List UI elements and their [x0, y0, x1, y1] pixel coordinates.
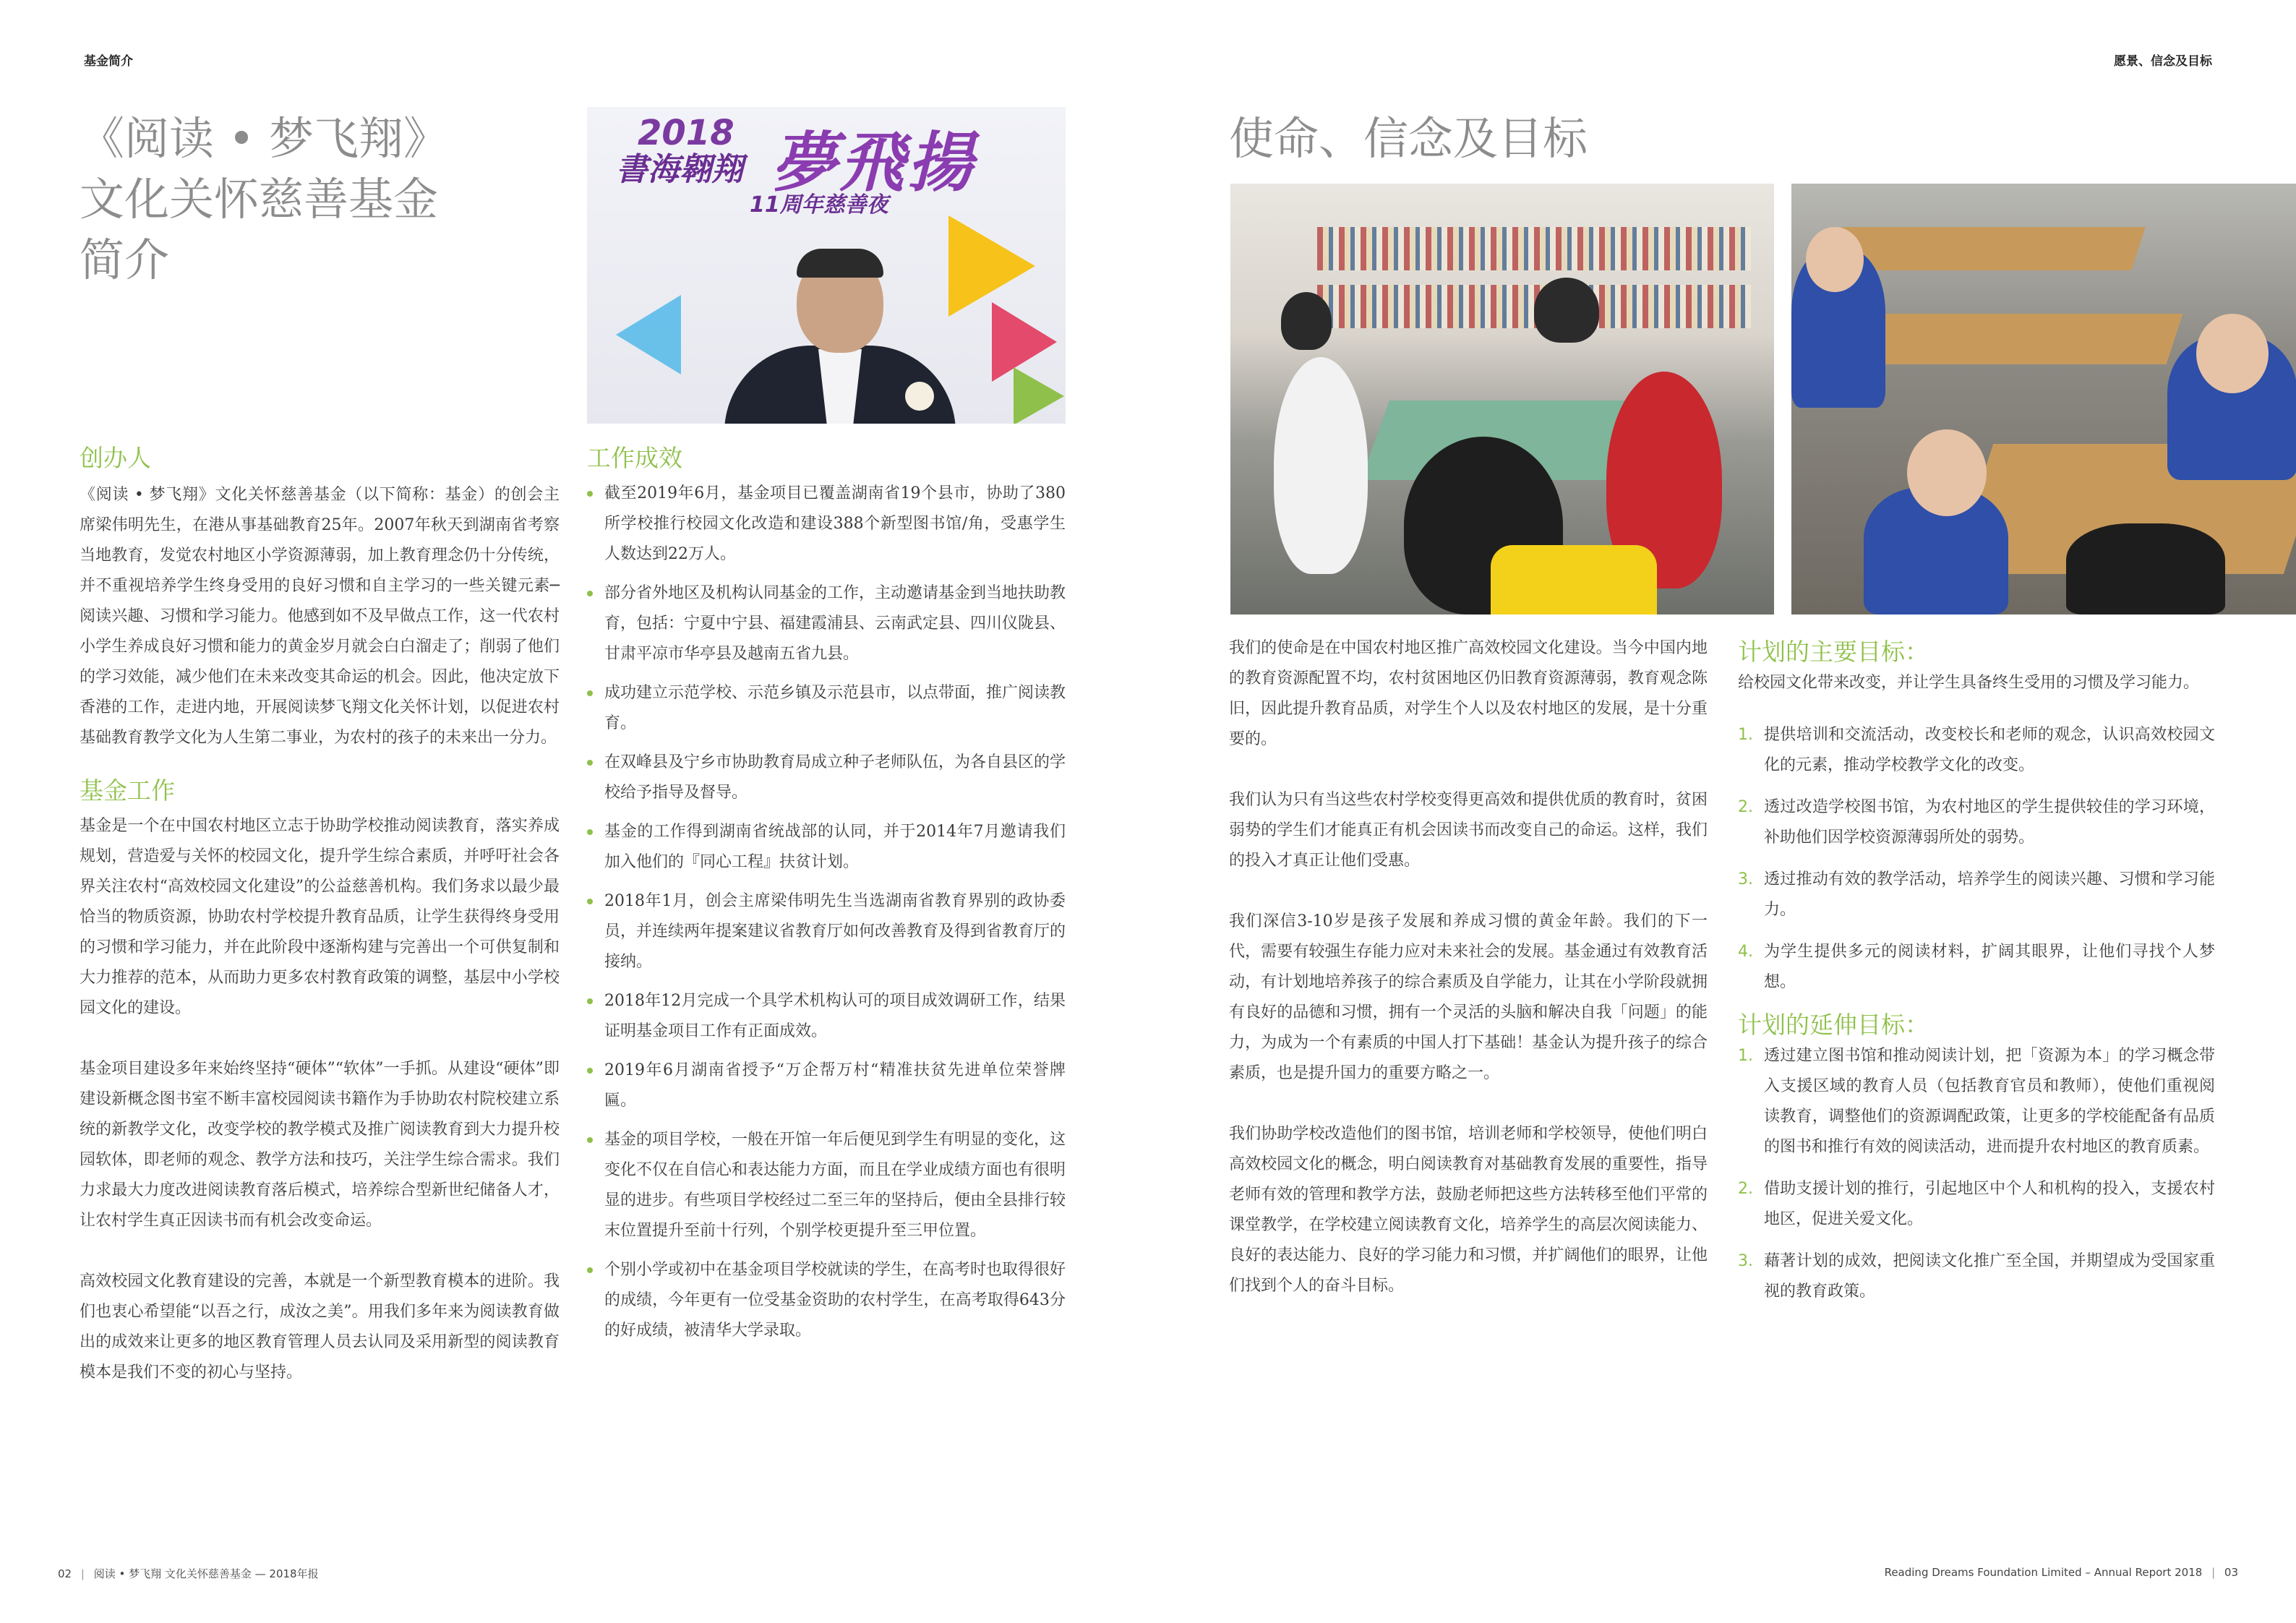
- decor-triangle: [948, 215, 1035, 317]
- banner-big-text: 夢飛揚: [771, 125, 975, 201]
- bullet-icon: [587, 591, 593, 596]
- footer-divider: |: [80, 1567, 85, 1580]
- banner-year: 2018: [638, 113, 734, 153]
- banner-sub-text: 11周年慈善夜: [750, 192, 888, 218]
- bullet-icon: [587, 899, 593, 904]
- work-text: [80, 811, 560, 1388]
- page-number-left: 02: [58, 1567, 72, 1580]
- list-item: 4. 为学生提供多元的阅读材料，扩阔其眼界，让他们寻找个人梦想。: [1738, 943, 2215, 991]
- list-item: 基金的工作得到湖南省统战部的认同，并于2014年7月邀请我们加入他们的『同心工程』扶贫计划。: [587, 817, 1066, 878]
- achievements-column: [587, 442, 1066, 1355]
- mission-column: [1229, 633, 1708, 1301]
- bullet-icon: [587, 760, 593, 766]
- bookshelf: [1317, 227, 1751, 270]
- student-face: [2196, 314, 2269, 393]
- founder-text: 《阅读 • 梦飞翔》文化关怀慈善基金（以下简称：基金）的创会主席梁伟明先生，在港从事基础教育25年。2007年秋天到湖南省考察当地教育，发觉农村地区小学资源薄弱，加上教育理念仍十分传统，并不重视培养学生终身受用的良好习惯和自主学习的一些关键元素─阅读兴趣、习惯和学习能力。他感到如不及早做点工作，这一代农村小学生养成良好习惯和能力的黄金岁月就会白白溜走了；削弱了他们的学习效能，减少他们在未来改变其命运的机会。因此，他决定放下香港的工作，走进内地，开展阅读梦飞翔文化关怀计划，以促进农村基础教育教学文化为人生第二事业，为农村的孩子的未来出一分力。: [80, 486, 560, 747]
- main-goals-list: [1738, 720, 2215, 998]
- mission-paragraph: 我们认为只有当这些农村学校变得更高效和提供优质的教育时，贫困弱势的学生们才能真正有机会因读书而改变自己的命运。这样，我们的投入才真正让他们受惠。: [1229, 791, 1708, 870]
- decor-triangle: [1014, 367, 1064, 424]
- bullet-icon: [587, 998, 593, 1004]
- list-item: 截至2019年6月，基金项目已覆盖湖南省19个县市，协助了380所学校推行校园文化改造和建设388个新型图书馆/角，受惠学生人数达到22万人。: [587, 479, 1066, 570]
- student-face: [1806, 227, 1864, 292]
- work-paragraph: 基金是一个在中国农村地区立志于协助学校推动阅读教育，落实养成规划，营造爱与关怀的校园文化，提升学生综合素质，并呼吁社会各界关注农村“高效校园文化建设”的公益慈善机构。我们务求以最少最恰当的物质资源，协助农村学校提升教育品质，让学生获得终身受用的习惯和学习能力，并在此阶段中逐渐构建与完善出一个可供复制和大力推荐的范本，从而助力更多农村教育政策的调整，基层中小学校园文化的建设。: [80, 817, 560, 1017]
- corsage-icon: [905, 382, 934, 411]
- extended-goals-list: [1738, 1041, 2215, 1307]
- main-goals-heading: 计划的主要目标：: [1738, 638, 1929, 666]
- list-item: 在双峰县及宁乡市协助教育局成立种子老师队伍，为各自县区的学校给予指导及督导。: [587, 748, 1066, 808]
- person-hair: [797, 249, 883, 278]
- footer-left-text: 阅读 • 梦飞翔 文化关怀慈善基金 — 2018年报: [93, 1567, 319, 1580]
- title-line-2: 文化关怀慈善基金: [80, 173, 439, 226]
- achievements-list: [587, 479, 1066, 1346]
- list-item: 3. 藉著计划的成效，把阅读文化推广至全国，并期望成为受国家重视的教育政策。: [1738, 1252, 2215, 1301]
- bullet-icon: [587, 1267, 593, 1273]
- chair: [1491, 545, 1657, 614]
- page-number-right: 03: [2224, 1566, 2238, 1579]
- goals-column: [1738, 636, 2215, 1319]
- left-column: [80, 442, 560, 1388]
- bullet-icon: [587, 491, 593, 497]
- running-head-right: 愿景、信念及目标: [2114, 54, 2212, 69]
- decor-triangle: [616, 295, 681, 374]
- bullet-icon: [587, 1068, 593, 1074]
- classroom-photo: [1791, 184, 2296, 614]
- mission-paragraph: 我们协助学校改造他们的图书馆，培训老师和学校领导，使他们明白高效校园文化的概念，明白阅读教育对基础教育发展的重要性，指导老师有效的管理和教学方法，鼓励老师把这些方法转移至他们平常的课堂教学，在学校建立阅读教育文化，培养学生的高层次阅读能力、良好的表达能力、良好的学习能力和习惯，并扩阔他们的眼界，让他们找到个人的奋斗目标。: [1229, 1125, 1708, 1295]
- list-item: 成功建立示范学校、示范乡镇及示范县市，以点带面，推广阅读教育。: [587, 678, 1066, 739]
- running-head-left: 基金简介: [84, 54, 133, 69]
- student-face: [1907, 429, 1987, 516]
- bullet-icon: [587, 690, 593, 696]
- bullet-icon: [587, 1137, 593, 1143]
- list-item: 2. 借助支援计划的推行，引起地区中个人和机构的投入，支援农村地区，促进关爱文化。: [1738, 1180, 2215, 1228]
- left-page-title: [80, 108, 542, 291]
- work-heading: 基金工作: [80, 776, 175, 805]
- list-item: 2018年1月，创会主席梁伟明先生当选湖南省教育界别的政协委员，并连续两年提案建议省教育厅如何改善教育及得到省教育厅的接纳。: [587, 886, 1066, 977]
- student: [1281, 292, 1332, 350]
- title-line-1: 《阅读 • 梦飞翔》: [80, 112, 448, 165]
- bullet-icon: [587, 829, 593, 835]
- founder-photo: [587, 107, 1066, 424]
- achievements-heading: 工作成效: [587, 444, 682, 472]
- footer-left: [58, 1566, 319, 1581]
- extended-goals-heading: 计划的延伸目标：: [1738, 1011, 1929, 1039]
- list-item: 2019年6月湖南省授予“万企帮万村“精准扶贫先进单位荣誉牌匾。: [587, 1055, 1066, 1116]
- main-goals-intro: 给校园文化带来改变，并让学生具备终生受用的习惯及学习能力。: [1738, 674, 2200, 692]
- library-photo: [1230, 184, 1774, 614]
- list-item: 个别小学或初中在基金项目学校就读的学生，在高考时也取得很好的成绩，今年更有一位受基金资助的农村学生，在高考取得643分的好成绩，被清华大学录取。: [587, 1255, 1066, 1346]
- work-paragraph: 高效校园文化教育建设的完善，本就是一个新型教育模本的进阶。我们也衷心希望能“以吾之行，成汝之美”。用我们多年来为阅读教育做出的成效来让更多的地区教育管理人员去认同及采用新型的阅读教育模本是我们不变的初心与坚持。: [80, 1272, 560, 1382]
- list-item: 3. 透过推动有效的教学活动，培养学生的阅读兴趣、习惯和学习能力。: [1738, 870, 2215, 919]
- banner-main-text: 書海翱翔: [616, 151, 743, 188]
- founder-heading: 创办人: [80, 444, 151, 472]
- mission-paragraph: 我们深信3-10岁是孩子发展和养成习惯的黄金年龄。我们的下一代，需要有较强生存能力应对未来社会的发展。基金通过有效教育活动，有计划地培养孩子的综合素质及自学能力，让其在小学阶段就拥有良好的品德和习惯，拥有一个灵活的头脑和解决自我「问题」的能力，为成为一个有素质的中国人打下基础！基金认为提升孩子的综合素质，也是提升国力的重要方略之一。: [1229, 912, 1708, 1082]
- list-item: 基金的项目学校，一般在开馆一年后便见到学生有明显的变化，这变化不仅在自信心和表达能力方面，而且在学业成绩方面也有很明显的进步。有些项目学校经过二至三年的坚持后，便由全县排行较末位置提升至前十行列，个别学校更提升至三甲位置。: [587, 1125, 1066, 1246]
- work-paragraph: 基金项目建设多年来始终坚持“硬体”“软体”一手抓。从建设“硬体”即建设新概念图书室不断丰富校园阅读书籍作为手协助农村院校建立系统的新教学文化，改变学校的教学模式及推广阅读教育到大力提升校园软体，即老师的观念、教学方法和技巧，关注学生综合需求。我们力求最大力度改进阅读教育落后模式，培养综合型新世纪储备人才，让农村学生真正因读书而有机会改变命运。: [80, 1060, 560, 1230]
- footer-right: [1885, 1566, 2238, 1579]
- list-item: 1. 透过建立图书馆和推动阅读计划，把「资源为本」的学习概念带入支援区域的教育人员（包括教育官员和教师），使他们重视阅读教育，调整他们的资源调配政策，让更多的学校能配备有品质的图书和推行有效的阅读活动，进而提升农村地区的教育质素。: [1738, 1047, 2215, 1156]
- student: [1534, 278, 1599, 343]
- list-item: 部分省外地区及机构认同基金的工作，主动邀请基金到当地扶助教育，包括：宁夏中宁县、福建霞浦县、云南武定县、四川仪陇县、甘肃平凉市华亭县及越南五省九县。: [587, 578, 1066, 669]
- footer-divider: |: [2211, 1566, 2216, 1579]
- list-item: 2018年12月完成一个具学术机构认可的项目成效调研工作，结果证明基金项目工作有正面成效。: [587, 986, 1066, 1047]
- title-line-3: 简介: [80, 234, 170, 286]
- footer-right-text: Reading Dreams Foundation Limited – Annual Report 2018: [1884, 1566, 2203, 1579]
- list-item: 1. 提供培训和交流活动，改变校长和老师的观念，认识高效校园文化的元素，推动学校教学文化的改变。: [1738, 726, 2215, 774]
- student: [2066, 523, 2225, 614]
- student: [1274, 357, 1368, 574]
- mission-paragraph: 我们的使命是在中国农村地区推广高效校园文化建设。当今中国内地的教育资源配置不均，农村贫困地区仍旧教育资源薄弱，教育观念陈旧，因此提升教育品质，对学生个人以及农村地区的发展，是十分重要的。: [1229, 639, 1708, 748]
- desk: [1828, 227, 2145, 270]
- list-item: 2. 透过改造学校图书馆，为农村地区的学生提供较佳的学习环境，补助他们因学校资源薄弱所处的弱势。: [1738, 798, 2215, 847]
- right-page-title: 使命、信念及目标: [1229, 112, 1588, 165]
